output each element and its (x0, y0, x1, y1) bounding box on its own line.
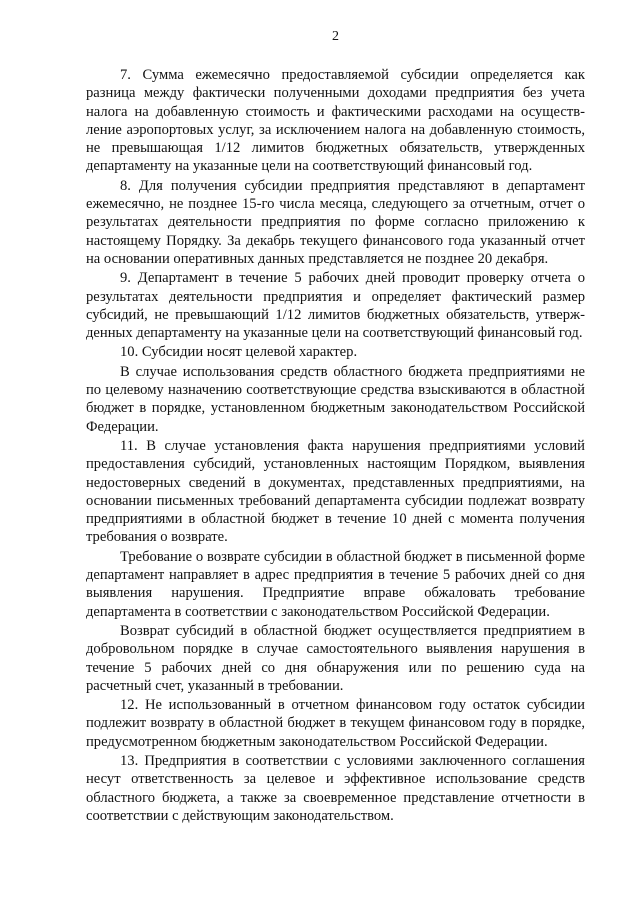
paragraph-11: 11. В случае установления факта нарушения предприятиями условий предоставления субсидий, установленных настоящим Порядком, выявления недостоверных сведений в документах, представленных предприятиями, на основании письменных требований департамента субсидии подлежат возврату предприятиями в областной бюджет в течение 10 дней с момента получения требования о возврате. (86, 437, 585, 546)
paragraph-8: 8. Для получения субсидии предприятия представляют в департамент ежемесячно, не позднее 15-го числа месяца, следующего за отчетным, отчет о результатах деятельности предприятия по форме согласно приложению к настоящему Порядку. За декабрь текущего финансового года указанный отчет на основании оперативных данных представляется не позднее 20 декабря. (86, 177, 585, 267)
paragraph-11-demand: Требование о возврате субсидии в областной бюджет в письменной форме департамент направляет в адрес предприятия в течение 5 рабочих дней со дня выявления нарушения. Предприятие вправе обжаловать требование департамента в соответствии с законодательством Российской Федерации. (86, 548, 585, 620)
paragraph-12: 12. Не использованный в отчетном финансовом году остаток субсидии подлежит возврату в областной бюджет в текущем финансовом году в порядке, предусмотренном бюджетным законодательством Российской Федерации. (86, 697, 585, 750)
paragraph-10-misuse: В случае использования средств областного бюджета предприятиями не по целевому назначению соответствующие средства взыскиваются в областной бюджет в порядке, установленном бюджетным законодательством Российской Федерации. (86, 363, 585, 435)
paragraph-9: 9. Департамент в течение 5 рабочих дней проводит проверку отчета о результатах деятельности предприятия и определяет фактический размер субсидий, не превышающий 1/12 лимитов бюджетных обязательств, утвержденных департаменту на указанные цели на соответствующий финансовый год. (86, 270, 585, 342)
paragraph-11-voluntary-return: Возврат субсидий в областной бюджет осуществляется предприятием в добровольном порядке в случае самостоятельного выявления нарушения в течение 5 рабочих дней со дня обнаружения или по решению суда на расчетный счет, указанный в требовании. (86, 622, 585, 694)
paragraph-7: 7. Сумма ежемесячно предоставляемой субсидии определяется как разница между фактически полученными доходами предприятия без учета налога на добавленную стоимость и фактическими расходами на осуществление аэропортовых услуг, за исключением налога на добавленную стоимость, не превышающая 1/12 лимитов бюджетных обязательств, утвержденных департаменту на указанные цели на соответствующий финансовый год. (86, 67, 585, 175)
paragraph-10: 10. Субсидии носят целевой характер. (120, 344, 358, 361)
paragraph-13: 13. Предприятия в соответствии с условиями заключенного соглашения несут ответственность за целевое и эффективное использование средств областного бюджета, а также за своевременное представление отчетности в соответствии с действующим законодательством. (86, 752, 585, 824)
page-number: 2 (332, 29, 339, 44)
